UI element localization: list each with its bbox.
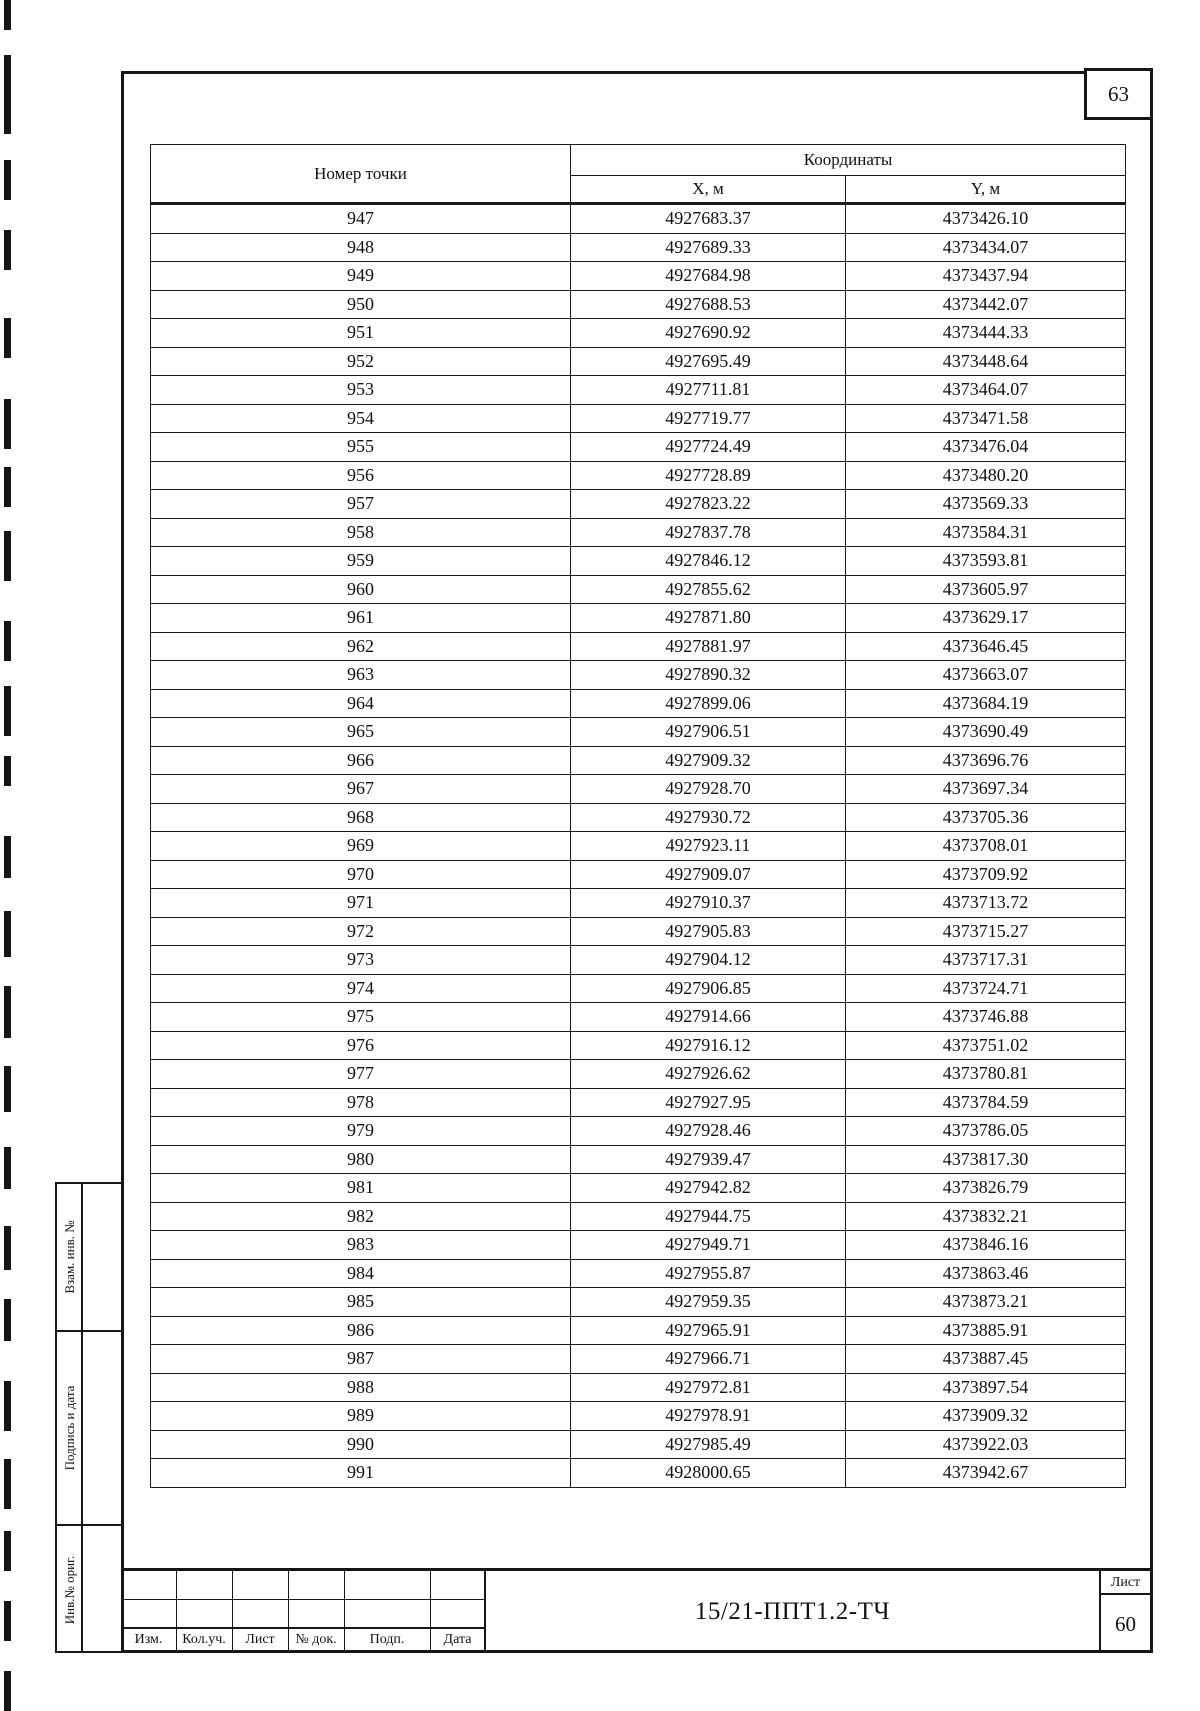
table-row [151,1430,1126,1459]
cell-x: 4927949.71 [571,1231,846,1260]
table-row [151,689,1126,718]
table-row [151,1259,1126,1288]
corner-sheet-number-text: 63 [1108,81,1129,106]
column-label-doc-number: № док. [295,1632,337,1647]
cell-y: 4373437.94 [846,262,1126,291]
cell-x: 4927728.89 [571,461,846,490]
table-row [151,1373,1126,1402]
table-row [151,1202,1126,1231]
cell-y: 4373663.07 [846,661,1126,690]
table-row [151,1174,1126,1203]
cell-point-number: 952 [151,347,571,376]
table-row [151,233,1126,262]
cell-point-number: 971 [151,889,571,918]
binding-mark [4,467,11,507]
cell-y: 4373690.49 [846,718,1126,747]
cell-y: 4373817.30 [846,1145,1126,1174]
cell-y: 4373442.07 [846,290,1126,319]
cell-x: 4927942.82 [571,1174,846,1203]
cell-y: 4373832.21 [846,1202,1126,1231]
cell-y: 4373464.07 [846,376,1126,405]
cell-point-number: 953 [151,376,571,405]
cell-point-number: 973 [151,946,571,975]
cell-x: 4927724.49 [571,433,846,462]
table-row [151,718,1126,747]
cell-x: 4927906.85 [571,974,846,1003]
cell-y: 4373480.20 [846,461,1126,490]
cell-y: 4373885.91 [846,1316,1126,1345]
cell-y: 4373746.88 [846,1003,1126,1032]
cell-y: 4373434.07 [846,233,1126,262]
cell-x: 4927930.72 [571,803,846,832]
cell-y: 4373873.21 [846,1288,1126,1317]
cell-x: 4927985.49 [571,1430,846,1459]
cell-y: 4373709.92 [846,860,1126,889]
cell-point-number: 964 [151,689,571,718]
cell-point-number: 968 [151,803,571,832]
revision-grid [121,1571,486,1653]
table-row [151,1316,1126,1345]
cell-x: 4927890.32 [571,661,846,690]
binding-mark [4,1066,11,1112]
table-row [151,575,1126,604]
cell-y: 4373448.64 [846,347,1126,376]
binding-mark [4,1601,11,1641]
approval-strip [55,1182,121,1653]
cell-x: 4927927.95 [571,1088,846,1117]
cell-point-number: 961 [151,604,571,633]
cell-y: 4373784.59 [846,1088,1126,1117]
table-row [151,262,1126,291]
coordinates-table-body [151,204,1126,1488]
cell-point-number: 967 [151,775,571,804]
table-row [151,490,1126,519]
cell-x: 4927909.32 [571,746,846,775]
cell-y: 4373569.33 [846,490,1126,519]
table-row [151,404,1126,433]
document-code: 15/21-ППТ1.2-ТЧ [694,1598,891,1625]
table-row [151,632,1126,661]
cell-point-number: 980 [151,1145,571,1174]
strip-label-column [57,1332,83,1524]
table-row [151,1145,1126,1174]
header-x: X, м [571,176,846,204]
cell-x: 4927910.37 [571,889,846,918]
cell-point-number: 979 [151,1117,571,1146]
cell-x: 4927965.91 [571,1316,846,1345]
binding-mark [4,1147,11,1189]
coordinates-table [150,144,1126,1488]
cell-x: 4927855.62 [571,575,846,604]
strip-cell-replacement [57,1184,121,1332]
table-row [151,290,1126,319]
column-label-change: Изм. [134,1632,163,1647]
cell-x: 4927905.83 [571,917,846,946]
cell-x: 4927916.12 [571,1031,846,1060]
cell-point-number: 977 [151,1060,571,1089]
cell-point-number: 959 [151,547,571,576]
binding-mark [4,1531,11,1571]
cell-x: 4927926.62 [571,1060,846,1089]
cell-point-number: 981 [151,1174,571,1203]
binding-mark [4,756,11,786]
cell-point-number: 949 [151,262,571,291]
cell-x: 4927906.51 [571,718,846,747]
cell-x: 4927955.87 [571,1259,846,1288]
cell-x: 4927972.81 [571,1373,846,1402]
sheet-box [1099,1571,1150,1653]
cell-y: 4373697.34 [846,775,1126,804]
cell-x: 4927939.47 [571,1145,846,1174]
cell-y: 4373646.45 [846,632,1126,661]
cell-x: 4927695.49 [571,347,846,376]
cell-y: 4373708.01 [846,832,1126,861]
cell-point-number: 987 [151,1345,571,1374]
cell-point-number: 972 [151,917,571,946]
table-row [151,1060,1126,1089]
cell-y: 4373863.46 [846,1259,1126,1288]
binding-mark [4,836,11,878]
cell-x: 4927959.35 [571,1288,846,1317]
header-point-number: Номер точки [151,145,571,204]
strip-cell-signature [57,1332,121,1526]
cell-point-number: 983 [151,1231,571,1260]
cell-point-number: 955 [151,433,571,462]
cell-y: 4373584.31 [846,518,1126,547]
sheet-label: Лист [1101,1571,1150,1595]
cell-x: 4927689.33 [571,233,846,262]
binding-mark [4,1459,11,1509]
cell-x: 4927846.12 [571,547,846,576]
table-row [151,917,1126,946]
cell-x: 4927904.12 [571,946,846,975]
table-row [151,376,1126,405]
binding-mark [4,531,11,581]
cell-x: 4927914.66 [571,1003,846,1032]
cell-x: 4927837.78 [571,518,846,547]
cell-x: 4927688.53 [571,290,846,319]
cell-y: 4373846.16 [846,1231,1126,1260]
table-row [151,832,1126,861]
table-row [151,461,1126,490]
cell-x: 4927978.91 [571,1402,846,1431]
cell-y: 4373684.19 [846,689,1126,718]
cell-point-number: 989 [151,1402,571,1431]
table-row [151,1402,1126,1431]
cell-x: 4927928.70 [571,775,846,804]
table-row [151,1345,1126,1374]
cell-y: 4373724.71 [846,974,1126,1003]
table-row [151,775,1126,804]
cell-x: 4927711.81 [571,376,846,405]
cell-point-number: 984 [151,1259,571,1288]
column-label-sheet: Лист [245,1632,275,1647]
table-row [151,1117,1126,1146]
table-row [151,1088,1126,1117]
cell-x: 4927690.92 [571,319,846,348]
cell-y: 4373696.76 [846,746,1126,775]
table-row [151,204,1126,234]
cell-point-number: 951 [151,319,571,348]
cell-y: 4373897.54 [846,1373,1126,1402]
binding-mark [4,1381,11,1431]
binding-mark [4,1226,11,1270]
binding-mark [4,230,11,270]
cell-y: 4373717.31 [846,946,1126,975]
table-row [151,319,1126,348]
cell-point-number: 969 [151,832,571,861]
binding-mark [4,1671,11,1711]
cell-point-number: 982 [151,1202,571,1231]
binding-mark [4,55,11,101]
header-y: Y, м [846,176,1126,204]
binding-mark [4,160,11,200]
table-row [151,803,1126,832]
cell-x: 4927944.75 [571,1202,846,1231]
cell-y: 4373922.03 [846,1430,1126,1459]
cell-point-number: 963 [151,661,571,690]
cell-y: 4373942.67 [846,1459,1126,1488]
table-row [151,1288,1126,1317]
cell-point-number: 965 [151,718,571,747]
cell-x: 4927719.77 [571,404,846,433]
binding-mark [4,318,11,358]
cell-point-number: 988 [151,1373,571,1402]
table-row [151,518,1126,547]
cell-point-number: 948 [151,233,571,262]
cell-x: 4927909.07 [571,860,846,889]
cell-x: 4927928.46 [571,1117,846,1146]
cell-point-number: 970 [151,860,571,889]
cell-point-number: 958 [151,518,571,547]
cell-point-number: 957 [151,490,571,519]
cell-y: 4373605.97 [846,575,1126,604]
table-row [151,746,1126,775]
table-row [151,974,1126,1003]
cell-point-number: 947 [151,204,571,234]
cell-point-number: 976 [151,1031,571,1060]
cell-y: 4373705.36 [846,803,1126,832]
cell-point-number: 991 [151,1459,571,1488]
title-block [121,1568,1153,1653]
cell-x: 4927881.97 [571,632,846,661]
cell-point-number: 990 [151,1430,571,1459]
table-row [151,1459,1126,1488]
grid-line [121,1599,485,1600]
cell-y: 4373909.32 [846,1402,1126,1431]
cell-point-number: 954 [151,404,571,433]
header-coordinates: Координаты [571,145,1126,176]
binding-mark [4,399,11,449]
table-row [151,860,1126,889]
column-label-date: Дата [443,1632,472,1647]
cell-x: 4927823.22 [571,490,846,519]
cell-x: 4927871.80 [571,604,846,633]
cell-point-number: 956 [151,461,571,490]
cell-x: 4928000.65 [571,1459,846,1488]
cell-y: 4373444.33 [846,319,1126,348]
cell-point-number: 986 [151,1316,571,1345]
cell-y: 4373715.27 [846,917,1126,946]
strip-label-replacement-inventory: Взам. инв. № [62,1220,77,1294]
table-row [151,604,1126,633]
binding-mark [4,686,11,736]
table-row [151,547,1126,576]
binding-mark [4,621,11,661]
grid-line [121,1627,485,1629]
table-row [151,946,1126,975]
cell-point-number: 962 [151,632,571,661]
binding-mark [4,986,11,1038]
cell-x: 4927683.37 [571,204,846,234]
corner-sheet-number [1084,68,1153,120]
cell-y: 4373593.81 [846,547,1126,576]
strip-label-column [57,1184,83,1330]
cell-y: 4373426.10 [846,204,1126,234]
cell-x: 4927923.11 [571,832,846,861]
strip-label-column [57,1526,83,1653]
cell-point-number: 975 [151,1003,571,1032]
cell-y: 4373826.79 [846,1174,1126,1203]
cell-point-number: 985 [151,1288,571,1317]
cell-point-number: 960 [151,575,571,604]
sheet-number: 60 [1115,1611,1136,1636]
cell-point-number: 974 [151,974,571,1003]
cell-x: 4927684.98 [571,262,846,291]
binding-mark [4,96,11,134]
binding-mark [4,911,11,957]
cell-x: 4927899.06 [571,689,846,718]
table-row [151,661,1126,690]
strip-label-signature-date: Подпись и дата [62,1385,77,1471]
cell-y: 4373629.17 [846,604,1126,633]
table-row [151,347,1126,376]
cell-y: 4373887.45 [846,1345,1126,1374]
cell-y: 4373786.05 [846,1117,1126,1146]
table-row [151,1031,1126,1060]
coordinates-table-wrapper [150,144,1125,1488]
cell-y: 4373780.81 [846,1060,1126,1089]
strip-label-original-inventory: Инв.№ ориг. [62,1555,77,1624]
table-row [151,889,1126,918]
cell-point-number: 966 [151,746,571,775]
column-label-quantity: Кол.уч. [182,1632,226,1647]
cell-y: 4373476.04 [846,433,1126,462]
strip-cell-original [57,1526,121,1653]
cell-x: 4927966.71 [571,1345,846,1374]
table-row [151,1003,1126,1032]
cell-point-number: 950 [151,290,571,319]
binding-mark [4,0,11,30]
table-row [151,1231,1126,1260]
cell-point-number: 978 [151,1088,571,1117]
cell-y: 4373713.72 [846,889,1126,918]
column-label-signature: Подп. [369,1632,405,1647]
cell-y: 4373751.02 [846,1031,1126,1060]
binding-mark [4,1299,11,1341]
table-row [151,433,1126,462]
cell-y: 4373471.58 [846,404,1126,433]
